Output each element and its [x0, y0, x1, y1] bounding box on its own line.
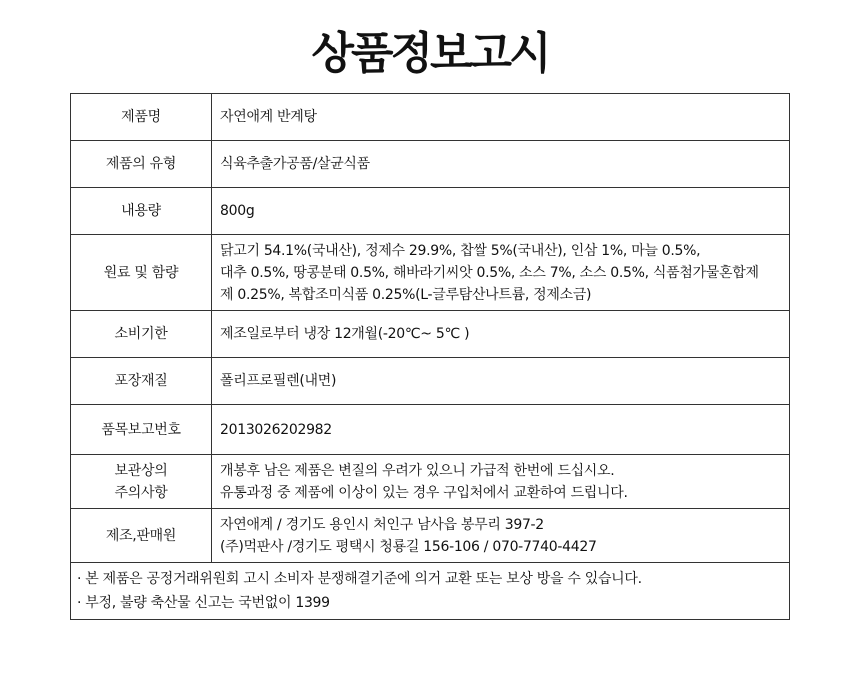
table-row-packaging — [71, 358, 790, 405]
table-row-manufacturer — [71, 509, 790, 563]
table-row-net-weight — [71, 188, 790, 235]
value-text: (주)먹판사 /경기도 평택시 청룡길 156-106 / 070-7740-4427 — [220, 538, 597, 555]
row-label — [71, 358, 212, 405]
row-value — [212, 311, 790, 358]
row-value — [212, 141, 790, 188]
row-value — [212, 235, 790, 311]
row-value — [212, 405, 790, 455]
value-text: 대추 0.5%, 땅콩분태 0.5%, 해바라기씨앗 0.5%, 소스 7%, 소스 0.5%, 식품첨가물혼합제 — [220, 264, 759, 281]
label-text: 내용량 — [121, 203, 161, 219]
value-text: 2013026202982 — [220, 421, 332, 438]
table-row-storage-caution — [71, 455, 790, 509]
label-text: 포장재질 — [114, 373, 168, 389]
row-label — [71, 509, 212, 563]
note-text: · 부정, 불량 축산물 신고는 국번없이 1399 — [77, 595, 330, 611]
table-row-expiration — [71, 311, 790, 358]
table-row-notes — [71, 563, 790, 620]
row-label — [71, 94, 212, 141]
label-text: 주의사항 — [114, 484, 168, 501]
label-text: 제품의 유형 — [105, 156, 177, 172]
label-text: 소비기한 — [114, 326, 168, 342]
note-text: · 본 제품은 공정거래위원회 고시 소비자 분쟁해결기준에 의거 교환 또는 보상 방을 수 있습니다. — [77, 571, 642, 587]
value-text: 폴리프로필렌(내면) — [220, 373, 337, 389]
row-value — [212, 509, 790, 563]
row-label — [71, 405, 212, 455]
row-value — [212, 188, 790, 235]
row-value — [212, 94, 790, 141]
label-text: 품목보고번호 — [101, 421, 181, 438]
value-text: 제조일로부터 냉장 12개월(-20℃~ 5℃ ) — [220, 326, 470, 342]
label-text: 제품명 — [121, 109, 161, 125]
row-label — [71, 141, 212, 188]
notes-cell — [71, 563, 790, 620]
label-text: 원료 및 함량 — [103, 264, 179, 281]
label-text: 제조,판매원 — [105, 527, 177, 544]
value-text: 자연애계 / 경기도 용인시 처인구 남사읍 봉무리 397-2 — [220, 516, 544, 533]
table-row-report-number — [71, 405, 790, 455]
row-label — [71, 311, 212, 358]
value-text: 자연애계 반계탕 — [220, 109, 317, 125]
value-text: 800g — [220, 203, 255, 219]
row-value — [212, 455, 790, 509]
value-text: 제 0.25%, 복합조미식품 0.25%(L-글루탐산나트륨, 정제소금) — [220, 286, 592, 303]
table-row-ingredients — [71, 235, 790, 311]
row-label — [71, 235, 212, 311]
page-title: 상품정보고시 — [311, 28, 549, 79]
value-text: 유통과정 중 제품에 이상이 있는 경우 구입처에서 교환하여 드립니다. — [220, 484, 628, 501]
label-text: 보관상의 — [114, 462, 168, 479]
value-text: 식육추출가공품/살균식품 — [220, 156, 370, 172]
table-row-product-name — [71, 94, 790, 141]
row-label — [71, 188, 212, 235]
row-label — [71, 455, 212, 509]
value-text: 개봉후 남은 제품은 변질의 우려가 있으니 가급적 한번에 드십시오. — [220, 462, 615, 479]
row-value — [212, 358, 790, 405]
product-info-table — [70, 93, 790, 620]
table-row-product-type — [71, 141, 790, 188]
value-text: 닭고기 54.1%(국내산), 정제수 29.9%, 찹쌀 5%(국내산), 인삼 1%, 마늘 0.5%, — [220, 242, 701, 259]
